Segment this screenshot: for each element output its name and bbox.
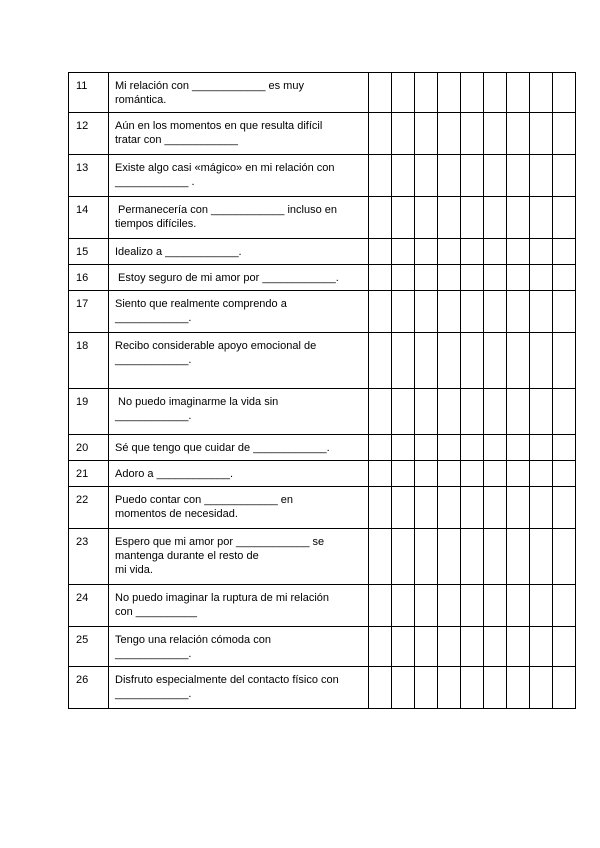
rating-cell[interactable] bbox=[438, 585, 461, 627]
rating-cell[interactable] bbox=[484, 529, 507, 585]
rating-cell[interactable] bbox=[530, 585, 553, 627]
item-number: 26 bbox=[69, 667, 109, 709]
rating-cell[interactable] bbox=[461, 627, 484, 667]
rating-cell[interactable] bbox=[392, 265, 415, 291]
statement-line: mantenga durante el resto de bbox=[115, 550, 259, 562]
statement-line: Sé que tengo que cuidar de ____________. bbox=[115, 442, 330, 454]
rating-cell[interactable] bbox=[507, 333, 530, 389]
rating-cell[interactable] bbox=[507, 197, 530, 239]
rating-cell[interactable] bbox=[484, 435, 507, 461]
rating-cell[interactable] bbox=[369, 291, 392, 333]
item-statement bbox=[109, 239, 369, 265]
statement-line: Disfruto especialmente del contacto físico con bbox=[115, 674, 339, 686]
rating-cell[interactable] bbox=[369, 585, 392, 627]
rating-cell[interactable] bbox=[553, 627, 576, 667]
rating-cell[interactable] bbox=[392, 487, 415, 529]
statement-line: Idealizo a ____________. bbox=[115, 246, 242, 258]
item-number: 25 bbox=[69, 627, 109, 667]
rating-cell[interactable] bbox=[507, 627, 530, 667]
rating-cell[interactable] bbox=[392, 113, 415, 155]
rating-cell[interactable] bbox=[461, 239, 484, 265]
item-number: 23 bbox=[69, 529, 109, 585]
item-number: 18 bbox=[69, 333, 109, 389]
statement-line: ____________. bbox=[115, 648, 192, 660]
table-row bbox=[69, 435, 576, 461]
rating-cell[interactable] bbox=[438, 239, 461, 265]
rating-cell[interactable] bbox=[461, 291, 484, 333]
rating-cell[interactable] bbox=[392, 627, 415, 667]
rating-cell[interactable] bbox=[553, 529, 576, 585]
rating-cell[interactable] bbox=[438, 461, 461, 487]
statement-line: Puedo contar con ____________ en bbox=[115, 494, 293, 506]
statement-line: ____________ . bbox=[115, 176, 195, 188]
rating-cell[interactable] bbox=[553, 461, 576, 487]
statement-line: ____________. bbox=[115, 688, 192, 700]
rating-cell[interactable] bbox=[415, 265, 438, 291]
rating-cell[interactable] bbox=[461, 529, 484, 585]
rating-cell[interactable] bbox=[461, 667, 484, 709]
rating-cell[interactable] bbox=[369, 627, 392, 667]
item-statement bbox=[109, 155, 369, 197]
item-number: 19 bbox=[69, 389, 109, 435]
rating-cell[interactable] bbox=[392, 585, 415, 627]
statement-line: Tengo una relación cómoda con bbox=[115, 634, 271, 646]
questionnaire-sheet bbox=[68, 72, 574, 709]
rating-cell[interactable] bbox=[484, 291, 507, 333]
rating-cell[interactable] bbox=[530, 667, 553, 709]
rating-cell[interactable] bbox=[392, 197, 415, 239]
rating-cell[interactable] bbox=[530, 291, 553, 333]
rating-cell[interactable] bbox=[553, 333, 576, 389]
statement-line: momentos de necesidad. bbox=[115, 508, 238, 520]
item-statement bbox=[109, 487, 369, 529]
rating-cell[interactable] bbox=[369, 155, 392, 197]
rating-cell[interactable] bbox=[392, 333, 415, 389]
rating-cell[interactable] bbox=[507, 291, 530, 333]
item-statement bbox=[109, 435, 369, 461]
rating-cell[interactable] bbox=[415, 73, 438, 113]
rating-cell[interactable] bbox=[438, 155, 461, 197]
rating-cell[interactable] bbox=[415, 333, 438, 389]
statement-line: Mi relación con ____________ es muy bbox=[115, 80, 304, 92]
item-number: 13 bbox=[69, 155, 109, 197]
rating-cell[interactable] bbox=[392, 239, 415, 265]
rating-cell[interactable] bbox=[484, 389, 507, 435]
rating-cell[interactable] bbox=[392, 155, 415, 197]
item-number: 24 bbox=[69, 585, 109, 627]
statement-line: Siento que realmente comprendo a bbox=[115, 298, 287, 310]
rating-cell[interactable] bbox=[438, 667, 461, 709]
rating-cell[interactable] bbox=[553, 389, 576, 435]
statement-line: Aún en los momentos en que resulta difícil bbox=[115, 120, 323, 132]
item-number: 15 bbox=[69, 239, 109, 265]
rating-cell[interactable] bbox=[530, 113, 553, 155]
rating-cell[interactable] bbox=[392, 73, 415, 113]
item-number: 16 bbox=[69, 265, 109, 291]
rating-cell[interactable] bbox=[369, 113, 392, 155]
item-statement bbox=[109, 461, 369, 487]
item-statement bbox=[109, 113, 369, 155]
rating-cell[interactable] bbox=[369, 239, 392, 265]
statement-line: ____________. bbox=[115, 354, 192, 366]
rating-cell[interactable] bbox=[507, 389, 530, 435]
statement-line: Adoro a ____________. bbox=[115, 468, 234, 480]
rating-cell[interactable] bbox=[553, 239, 576, 265]
rating-cell[interactable] bbox=[415, 487, 438, 529]
table-row bbox=[69, 529, 576, 585]
rating-cell[interactable] bbox=[369, 667, 392, 709]
rating-cell[interactable] bbox=[369, 389, 392, 435]
rating-cell[interactable] bbox=[415, 291, 438, 333]
rating-cell[interactable] bbox=[415, 529, 438, 585]
rating-cell[interactable] bbox=[415, 197, 438, 239]
rating-cell[interactable] bbox=[530, 435, 553, 461]
rating-cell[interactable] bbox=[438, 333, 461, 389]
rating-cell[interactable] bbox=[507, 667, 530, 709]
rating-cell[interactable] bbox=[484, 265, 507, 291]
rating-cell[interactable] bbox=[553, 585, 576, 627]
table-row bbox=[69, 113, 576, 155]
rating-cell[interactable] bbox=[369, 197, 392, 239]
rating-cell[interactable] bbox=[415, 113, 438, 155]
rating-cell[interactable] bbox=[438, 265, 461, 291]
rating-cell[interactable] bbox=[438, 291, 461, 333]
statement-line: tratar con ____________ bbox=[115, 134, 238, 146]
rating-cell[interactable] bbox=[507, 73, 530, 113]
table-row bbox=[69, 155, 576, 197]
rating-cell[interactable] bbox=[392, 667, 415, 709]
rating-cell[interactable] bbox=[438, 113, 461, 155]
item-statement bbox=[109, 265, 369, 291]
rating-cell[interactable] bbox=[530, 627, 553, 667]
statement-line: mi vida. bbox=[115, 564, 153, 576]
rating-cell[interactable] bbox=[484, 487, 507, 529]
statement-line: ____________. bbox=[115, 410, 192, 422]
item-number: 11 bbox=[69, 73, 109, 113]
rating-cell[interactable] bbox=[461, 487, 484, 529]
item-statement bbox=[109, 585, 369, 627]
statement-line: No puedo imaginar la ruptura de mi relación bbox=[115, 592, 330, 604]
rating-cell[interactable] bbox=[392, 461, 415, 487]
rating-cell[interactable] bbox=[507, 155, 530, 197]
rating-cell[interactable] bbox=[553, 73, 576, 113]
rating-cell[interactable] bbox=[530, 333, 553, 389]
rating-cell[interactable] bbox=[415, 667, 438, 709]
rating-cell[interactable] bbox=[461, 333, 484, 389]
rating-cell[interactable] bbox=[530, 461, 553, 487]
rating-cell[interactable] bbox=[507, 461, 530, 487]
table-row bbox=[69, 291, 576, 333]
rating-cell[interactable] bbox=[507, 435, 530, 461]
rating-cell[interactable] bbox=[507, 113, 530, 155]
rating-cell[interactable] bbox=[507, 487, 530, 529]
rating-cell[interactable] bbox=[530, 389, 553, 435]
rating-cell[interactable] bbox=[461, 155, 484, 197]
rating-cell[interactable] bbox=[461, 389, 484, 435]
rating-cell[interactable] bbox=[507, 585, 530, 627]
rating-cell[interactable] bbox=[415, 155, 438, 197]
rating-cell[interactable] bbox=[484, 113, 507, 155]
rating-cell[interactable] bbox=[530, 155, 553, 197]
rating-cell[interactable] bbox=[461, 197, 484, 239]
table-row bbox=[69, 585, 576, 627]
rating-cell[interactable] bbox=[484, 239, 507, 265]
table-row bbox=[69, 265, 576, 291]
item-statement bbox=[109, 529, 369, 585]
rating-cell[interactable] bbox=[553, 155, 576, 197]
table-row bbox=[69, 333, 576, 389]
rating-cell[interactable] bbox=[392, 529, 415, 585]
statement-line: con __________ bbox=[115, 606, 197, 618]
statement-line: romántica. bbox=[115, 94, 167, 106]
rating-cell[interactable] bbox=[484, 585, 507, 627]
item-statement bbox=[109, 291, 369, 333]
rating-cell[interactable] bbox=[438, 487, 461, 529]
item-number: 21 bbox=[69, 461, 109, 487]
rating-cell[interactable] bbox=[438, 529, 461, 585]
table-row bbox=[69, 73, 576, 113]
statement-line: No puedo imaginarme la vida sin bbox=[115, 396, 279, 408]
rating-cell[interactable] bbox=[369, 529, 392, 585]
rating-cell[interactable] bbox=[369, 265, 392, 291]
rating-cell[interactable] bbox=[553, 265, 576, 291]
rating-cell[interactable] bbox=[530, 487, 553, 529]
rating-cell[interactable] bbox=[484, 197, 507, 239]
rating-cell[interactable] bbox=[530, 265, 553, 291]
rating-cell[interactable] bbox=[530, 73, 553, 113]
statement-line: ____________. bbox=[115, 312, 192, 324]
item-statement bbox=[109, 197, 369, 239]
rating-cell[interactable] bbox=[484, 333, 507, 389]
table-row bbox=[69, 627, 576, 667]
rating-cell[interactable] bbox=[461, 585, 484, 627]
item-statement bbox=[109, 333, 369, 389]
rating-cell[interactable] bbox=[553, 291, 576, 333]
questionnaire-table bbox=[68, 72, 576, 709]
rating-cell[interactable] bbox=[369, 487, 392, 529]
rating-cell[interactable] bbox=[392, 389, 415, 435]
item-statement bbox=[109, 667, 369, 709]
item-number: 20 bbox=[69, 435, 109, 461]
item-statement bbox=[109, 627, 369, 667]
rating-cell[interactable] bbox=[484, 667, 507, 709]
rating-cell[interactable] bbox=[530, 529, 553, 585]
rating-cell[interactable] bbox=[438, 435, 461, 461]
statement-line: Estoy seguro de mi amor por ____________. bbox=[115, 272, 339, 284]
rating-cell[interactable] bbox=[461, 435, 484, 461]
rating-cell[interactable] bbox=[553, 667, 576, 709]
statement-line: Existe algo casi «mágico» en mi relación con bbox=[115, 162, 335, 174]
rating-cell[interactable] bbox=[484, 461, 507, 487]
rating-cell[interactable] bbox=[553, 435, 576, 461]
rating-cell[interactable] bbox=[438, 627, 461, 667]
table-row bbox=[69, 667, 576, 709]
rating-cell[interactable] bbox=[507, 529, 530, 585]
rating-cell[interactable] bbox=[484, 73, 507, 113]
rating-cell[interactable] bbox=[530, 197, 553, 239]
rating-cell[interactable] bbox=[415, 585, 438, 627]
rating-cell[interactable] bbox=[484, 155, 507, 197]
item-statement bbox=[109, 389, 369, 435]
table-row bbox=[69, 461, 576, 487]
questionnaire-rows bbox=[69, 73, 576, 709]
table-row bbox=[69, 389, 576, 435]
rating-cell[interactable] bbox=[553, 487, 576, 529]
statement-line: Espero que mi amor por ____________ se bbox=[115, 536, 325, 548]
statement-line: Permanecería con ____________ incluso en bbox=[115, 204, 337, 216]
rating-cell[interactable] bbox=[438, 389, 461, 435]
rating-cell[interactable] bbox=[369, 435, 392, 461]
rating-cell[interactable] bbox=[415, 389, 438, 435]
item-number: 12 bbox=[69, 113, 109, 155]
item-number: 14 bbox=[69, 197, 109, 239]
item-statement bbox=[109, 73, 369, 113]
rating-cell[interactable] bbox=[553, 197, 576, 239]
rating-cell[interactable] bbox=[392, 435, 415, 461]
rating-cell[interactable] bbox=[392, 291, 415, 333]
rating-cell[interactable] bbox=[461, 73, 484, 113]
item-number: 22 bbox=[69, 487, 109, 529]
rating-cell[interactable] bbox=[415, 239, 438, 265]
statement-line: tiempos difíciles. bbox=[115, 218, 197, 230]
rating-cell[interactable] bbox=[369, 333, 392, 389]
rating-cell[interactable] bbox=[438, 73, 461, 113]
rating-cell[interactable] bbox=[461, 265, 484, 291]
rating-cell[interactable] bbox=[415, 435, 438, 461]
rating-cell[interactable] bbox=[415, 461, 438, 487]
rating-cell[interactable] bbox=[369, 73, 392, 113]
rating-cell[interactable] bbox=[507, 265, 530, 291]
rating-cell[interactable] bbox=[553, 113, 576, 155]
statement-line: Recibo considerable apoyo emocional de bbox=[115, 340, 317, 352]
rating-cell[interactable] bbox=[369, 461, 392, 487]
rating-cell[interactable] bbox=[415, 627, 438, 667]
rating-cell[interactable] bbox=[507, 239, 530, 265]
rating-cell[interactable] bbox=[530, 239, 553, 265]
rating-cell[interactable] bbox=[484, 627, 507, 667]
table-row bbox=[69, 197, 576, 239]
rating-cell[interactable] bbox=[461, 113, 484, 155]
table-row bbox=[69, 239, 576, 265]
rating-cell[interactable] bbox=[461, 461, 484, 487]
table-row bbox=[69, 487, 576, 529]
item-number: 17 bbox=[69, 291, 109, 333]
rating-cell[interactable] bbox=[438, 197, 461, 239]
